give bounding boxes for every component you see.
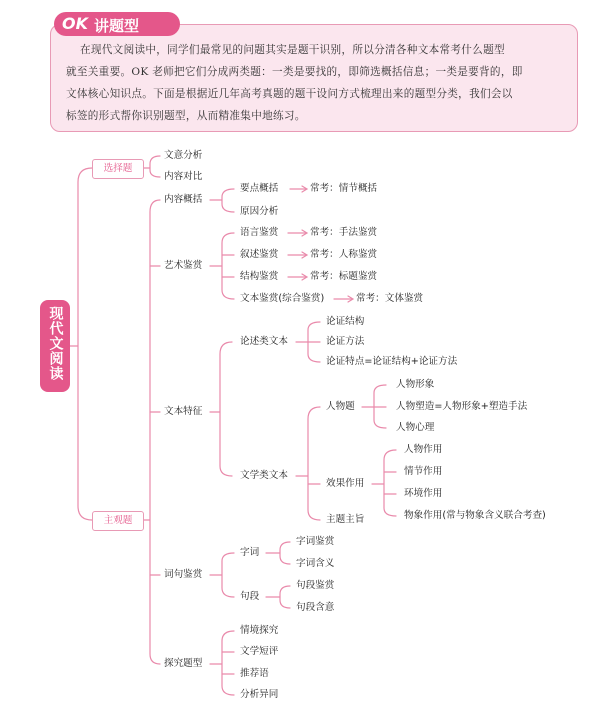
sentence-node: 句段 [240, 591, 260, 602]
ok-logo: OK [62, 14, 88, 33]
intro-line: 就至关重要。OK 老师把它们分成两类题：一类是要找的，即筛选概括信息；一类是要背的，即 [66, 66, 523, 78]
character-item: 人物形象 [396, 379, 435, 390]
language-node: 语言鉴赏 [240, 227, 279, 238]
sentence-item: 句段鉴赏 [296, 580, 335, 591]
text-appreciation-note: 常考：文体鉴赏 [356, 293, 424, 304]
structure-note: 常考：标题鉴赏 [310, 271, 378, 282]
word-item: 字词含义 [296, 558, 335, 569]
intro-line: 在现代文阅读中，同学们最常见的问题其实是题干识别，所以分清各种文本常考什么题型 [80, 44, 505, 56]
literary-text-node: 文学类文本 [240, 470, 288, 481]
explore-item: 分析异同 [240, 689, 279, 700]
effect-item: 情节作用 [404, 466, 443, 477]
theme-node: 主题主旨 [326, 514, 365, 525]
effect-item: 环境作用 [404, 488, 443, 499]
choice-item: 内容对比 [164, 171, 203, 182]
structure-node: 结构鉴赏 [240, 271, 279, 282]
root-node [40, 300, 70, 392]
character-item: 人物塑造=人物形象+塑造手法 [396, 401, 528, 412]
key-points-node: 要点概括 [240, 183, 279, 194]
narration-note: 常考：人称鉴赏 [310, 249, 378, 260]
character-node: 人物题 [326, 401, 355, 412]
effect-item: 人物作用 [404, 444, 443, 455]
text-appreciation-node: 文本鉴赏(综合鉴赏) [240, 293, 325, 304]
language-note: 常考：手法鉴赏 [310, 227, 378, 238]
effect-item: 物象作用(常与物象含义联合考查) [404, 510, 546, 521]
choice-item: 文意分析 [164, 150, 203, 161]
word-node: 字词 [240, 547, 260, 558]
argument-text-node: 论述类文本 [240, 336, 288, 347]
character-item: 人物心理 [396, 422, 435, 433]
narration-node: 叙述鉴赏 [240, 249, 279, 260]
root-label: 现代文阅读 [47, 306, 64, 381]
badge-title: 讲题型 [94, 17, 140, 35]
effect-node: 效果作用 [326, 478, 365, 489]
argument-item: 论证方法 [326, 336, 365, 347]
subjective-question-node: 主观题 [92, 511, 144, 531]
phrase-appreciation-node: 词句鉴赏 [164, 569, 203, 580]
word-item: 字词鉴赏 [296, 536, 335, 547]
content-summary-node: 内容概括 [164, 194, 203, 205]
text-features-node: 文本特征 [164, 406, 203, 417]
argument-item: 论证特点=论证结构+论证方法 [326, 356, 458, 367]
choice-question-node: 选择题 [92, 159, 144, 179]
explore-item: 情境探究 [240, 625, 279, 636]
reason-node: 原因分析 [240, 206, 279, 217]
argument-item: 论证结构 [326, 316, 365, 327]
key-points-note: 常考：情节概括 [310, 183, 378, 194]
explore-item: 推荐语 [240, 668, 269, 679]
sentence-item: 句段含意 [296, 602, 335, 613]
intro-line: 文体核心知识点。下面是根据近几年高考真题的题干设问方式梳理出来的题型分类，我们会以 [66, 88, 513, 100]
intro-line: 标签的形式帮你识别题型，从而精准集中地练习。 [66, 110, 306, 122]
explore-node: 探究题型 [164, 658, 203, 669]
explore-item: 文学短评 [240, 646, 279, 657]
art-appreciation-node: 艺术鉴赏 [164, 260, 203, 271]
